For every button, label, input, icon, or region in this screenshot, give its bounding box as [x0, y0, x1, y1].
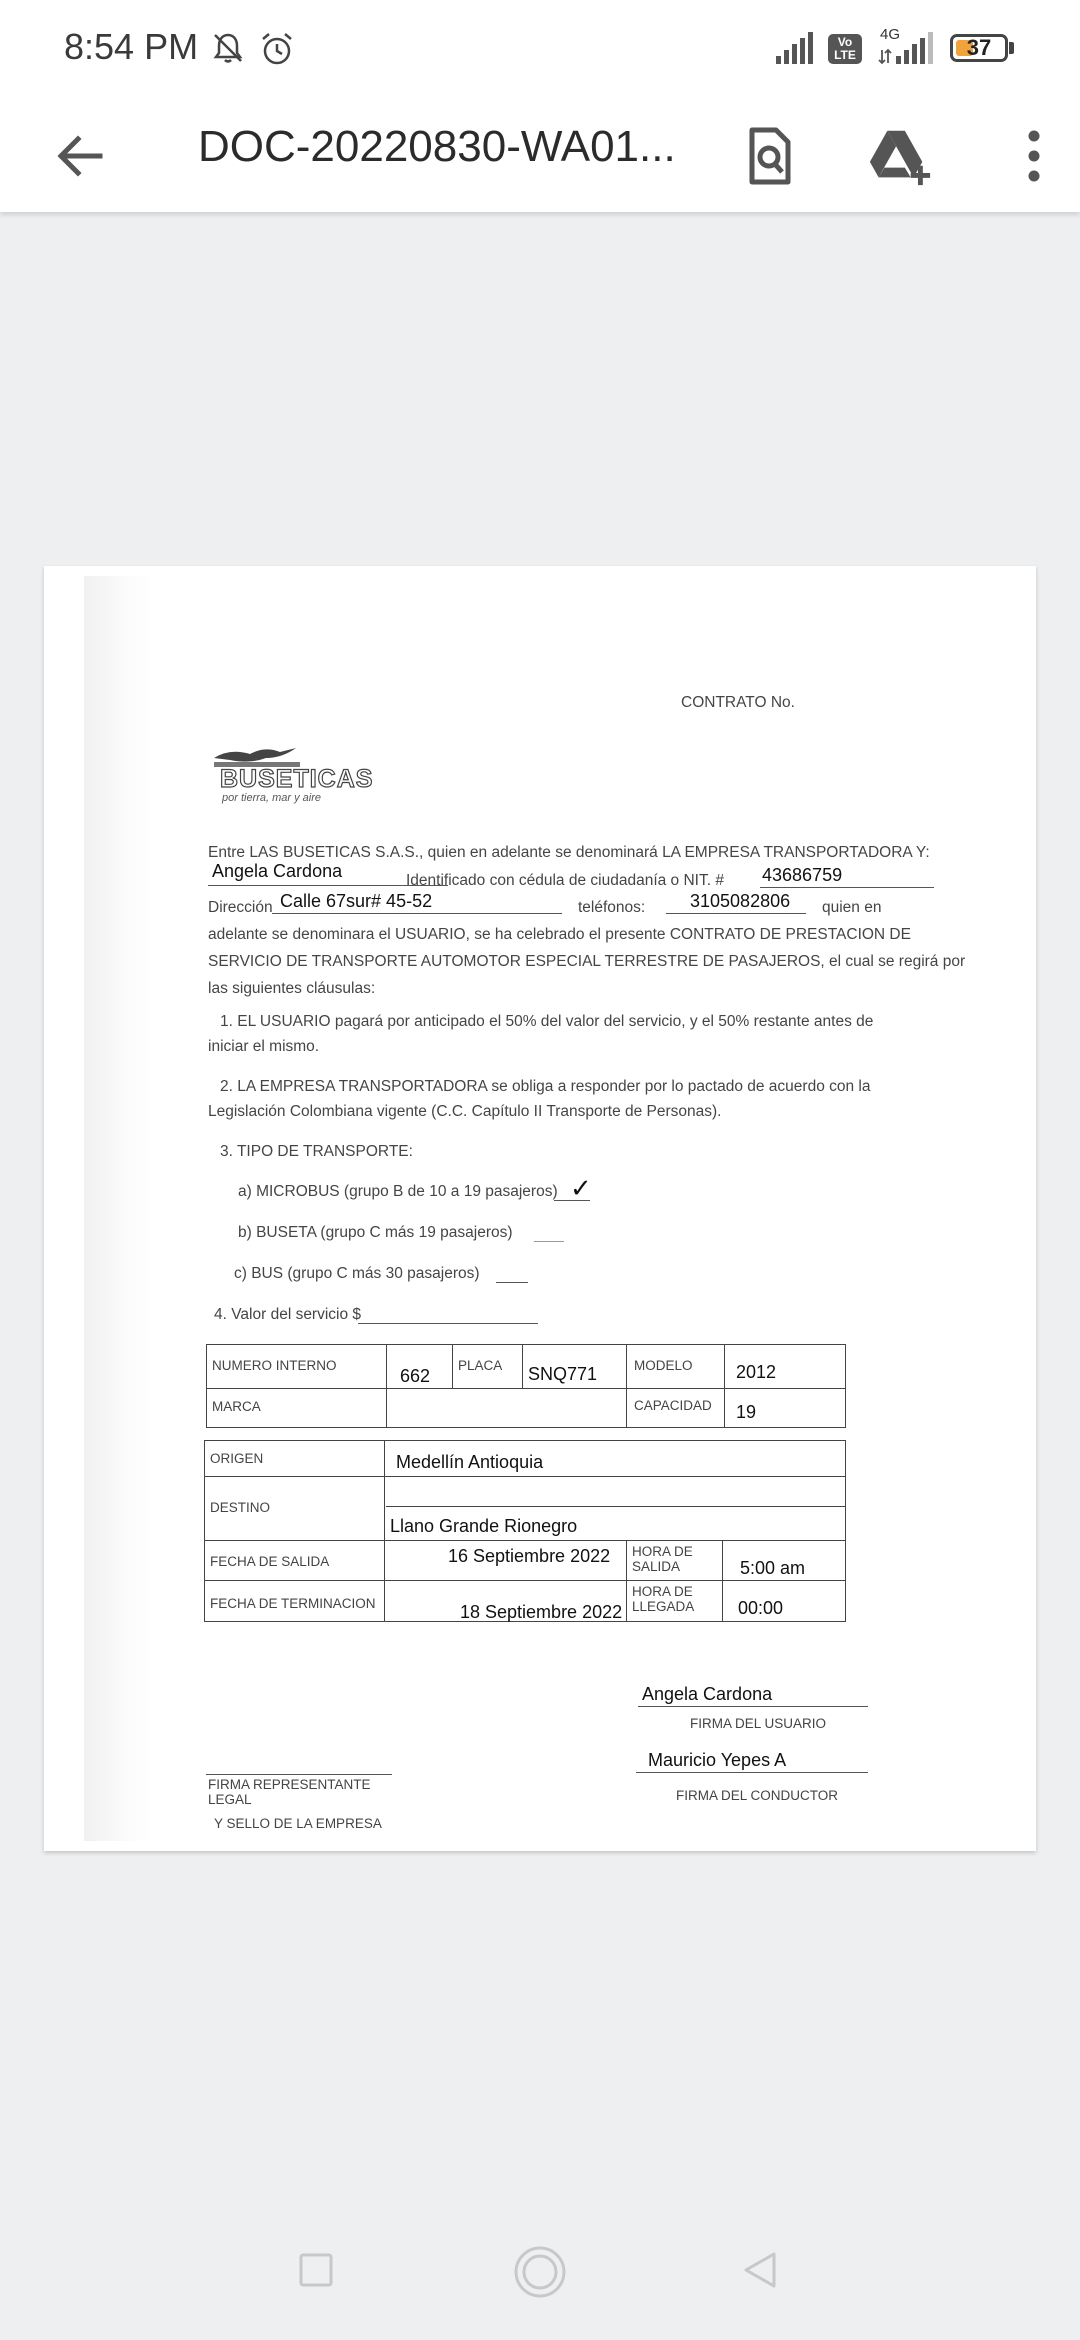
destino-label: DESTINO	[210, 1500, 271, 1515]
trip-table-col2	[626, 1540, 627, 1622]
trip-table-col3	[722, 1540, 723, 1622]
signal-icon	[774, 30, 816, 66]
status-time: 8:54 PM	[64, 26, 199, 67]
numero-interno-value: 662	[400, 1366, 431, 1386]
para1-line6: las siguientes cláusulas:	[208, 980, 376, 997]
capacidad-value: 19	[736, 1402, 757, 1422]
status-bar	[0, 0, 1080, 100]
fecha-terminacion-value: 18 Septiembre 2022	[460, 1602, 623, 1622]
legal-signature-label-3: Y SELLO DE LA EMPRESA	[214, 1816, 382, 1831]
hora-llegada-value: 00:00	[738, 1598, 784, 1618]
user-signature-label: FIRMA DEL USUARIO	[690, 1716, 827, 1731]
nav-back-button[interactable]	[740, 2250, 780, 2290]
clause3-title: 3. TIPO DE TRANSPORTE:	[220, 1143, 413, 1160]
document-search-icon[interactable]	[736, 122, 804, 190]
user-signature: Angela Cardona	[642, 1684, 773, 1704]
para1-line1: Entre LAS BUSETICAS S.A.S., quien en adelante se denominará LA EMPRESA TRANSPORTADORA Y:	[208, 844, 930, 861]
address-label: Dirección	[208, 899, 273, 916]
capacidad-label: CAPACIDAD	[634, 1398, 712, 1413]
address-underline	[272, 913, 562, 914]
clause2-line1: 2. LA EMPRESA TRANSPORTADORA se obliga a responder por lo pactado de acuerdo con la	[220, 1078, 871, 1095]
volte-icon: Vo LTE	[828, 34, 862, 64]
user-name-field: Angela Cardona	[212, 861, 343, 881]
back-arrow-icon[interactable]	[48, 122, 116, 190]
trip-table-row3	[204, 1580, 846, 1581]
fecha-terminacion-label: FECHA DE TERMINACION	[210, 1596, 376, 1611]
phone-underline	[666, 913, 806, 914]
numero-interno-label: NUMERO INTERNO	[212, 1358, 337, 1373]
para1-line4: adelante se denominara el USUARIO, se ha celebrado el presente CONTRATO DE PRESTACION DE	[208, 926, 911, 943]
vehicle-table-col1	[386, 1344, 387, 1428]
fecha-salida-value: 16 Septiembre 2022	[448, 1546, 611, 1566]
driver-signature-label: FIRMA DEL CONDUCTOR	[676, 1788, 839, 1803]
clause3-option-a: a) MICROBUS (grupo B de 10 a 19 pasajeros)	[238, 1183, 558, 1200]
4g-signal-icon	[878, 30, 934, 66]
battery-percent: 37	[966, 35, 992, 60]
vehicle-table-divider	[206, 1388, 846, 1389]
company-tagline: por tierra, mar y aire	[222, 792, 322, 804]
trip-table-col1	[384, 1440, 385, 1622]
network-type: 4G	[880, 26, 901, 43]
hora-salida-label: HORA DE SALIDA	[632, 1544, 693, 1574]
legal-signature-label-1: FIRMA REPRESENTANTE	[208, 1777, 371, 1792]
clause3-option-c: c) BUS (grupo C más 30 pasajeros)	[234, 1265, 480, 1282]
option-b-underline	[534, 1241, 564, 1242]
add-to-drive-icon[interactable]	[866, 122, 934, 190]
trip-table-dest-sub	[386, 1506, 846, 1507]
option-a-underline	[554, 1200, 590, 1201]
clause4-service-value: 4. Valor del servicio $	[214, 1306, 362, 1323]
vehicle-table-col4	[626, 1344, 627, 1428]
address-field: Calle 67sur# 45-52	[280, 891, 433, 911]
modelo-label: MODELO	[634, 1358, 693, 1373]
trip-table-row2	[204, 1540, 846, 1541]
nit-field: 43686759	[762, 865, 843, 885]
app-bar	[0, 100, 1080, 212]
contract-number-label: CONTRATO No.	[681, 694, 795, 711]
vehicle-table-col5	[724, 1344, 725, 1428]
home-button[interactable]	[512, 2244, 568, 2300]
driver-signature: Mauricio Yepes A	[648, 1750, 787, 1770]
company-logo: BUSETICAS	[220, 765, 374, 793]
clause3-option-b: b) BUSETA (grupo C más 19 pasajeros)	[238, 1224, 513, 1241]
service-value-underline	[358, 1323, 538, 1324]
phones-label: teléfonos:	[578, 899, 646, 916]
placa-value: SNQ771	[528, 1364, 598, 1384]
legal-signature-label-2: LEGAL	[208, 1792, 252, 1807]
clause1-line2: iniciar el mismo.	[208, 1038, 320, 1055]
hora-salida-value: 5:00 am	[740, 1558, 806, 1578]
driver-signature-line	[636, 1772, 868, 1773]
trip-table-row1	[204, 1476, 846, 1477]
nit-underline	[760, 887, 934, 888]
battery-icon	[950, 34, 1008, 62]
navigation-bar	[0, 2220, 1080, 2340]
para1-line5: SERVICIO DE TRANSPORTE AUTOMOTOR ESPECIAL TERRESTRE DE PASAJEROS, el cual se regirá por	[208, 953, 966, 970]
recents-button[interactable]	[298, 2252, 334, 2288]
para1-quien-en: quien en	[822, 899, 882, 916]
para1-line2: Identificado con cédula de ciudadanía o NIT. #	[406, 872, 724, 889]
vehicle-table-col3	[522, 1344, 523, 1388]
vehicle-table-col2	[452, 1344, 453, 1388]
option-c-underline	[496, 1282, 528, 1283]
alarm-icon	[258, 30, 296, 68]
document-title: DOC-20220830-WA01...	[198, 122, 676, 171]
document-page[interactable]	[44, 566, 1036, 1851]
scan-shadow	[84, 576, 154, 1841]
placa-label: PLACA	[458, 1358, 503, 1373]
user-signature-line	[638, 1706, 868, 1707]
legal-signature-line	[206, 1774, 392, 1775]
more-options-icon[interactable]	[1000, 122, 1068, 190]
fecha-salida-label: FECHA DE SALIDA	[210, 1554, 330, 1569]
modelo-value: 2012	[736, 1362, 777, 1382]
origen-label: ORIGEN	[210, 1451, 264, 1466]
origen-value: Medellín Antioquia	[396, 1452, 544, 1472]
phone-field: 3105082806	[690, 891, 791, 911]
destino-value: Llano Grande Rionegro	[390, 1516, 578, 1536]
clause2-line2: Legislación Colombiana vigente (C.C. Capítulo II Transporte de Personas).	[208, 1103, 722, 1120]
mute-icon	[210, 30, 246, 66]
marca-label: MARCA	[212, 1399, 261, 1414]
battery-tip	[1009, 42, 1014, 54]
clause1-line1: 1. EL USUARIO pagará por anticipado el 50% del valor del servicio, y el 50% restante antes de	[220, 1013, 874, 1030]
option-a-checkmark: ✓	[570, 1173, 592, 1203]
hora-llegada-label: HORA DE LLEGADA	[632, 1584, 695, 1614]
